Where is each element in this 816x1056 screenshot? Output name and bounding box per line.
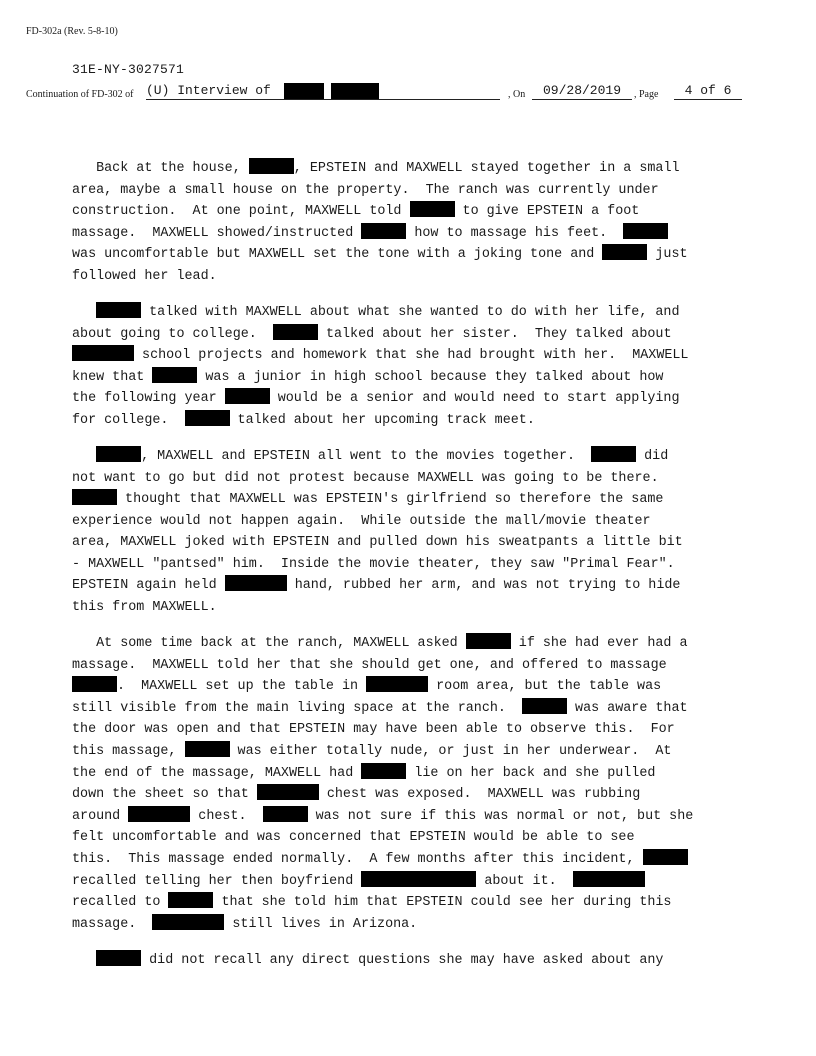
redaction-block	[225, 575, 287, 591]
text-line: - MAXWELL "pantsed" him. Inside the movie theater, they saw "Primal Fear".	[72, 556, 675, 572]
redaction-block	[361, 871, 476, 887]
text-line: area, MAXWELL joked with EPSTEIN and pulled down his sweatpants a little bit	[72, 535, 683, 551]
redaction-block	[591, 446, 636, 462]
redaction-block	[284, 83, 324, 99]
redaction-block	[72, 676, 117, 692]
text-line: area, maybe a small house on the property. The ranch was currently under	[72, 182, 659, 198]
text-line: recalled to that she told him that EPSTEIN could see her during this	[72, 892, 752, 914]
text-line: not want to go but did not protest because MAXWELL was going to be there.	[72, 470, 659, 486]
text-line: for college. talked about her upcoming track meet.	[72, 410, 752, 432]
redaction-block	[643, 849, 688, 865]
redaction-block	[573, 871, 645, 887]
redaction-block	[361, 223, 406, 239]
text-line: this massage, was either totally nude, or just in her underwear. At	[72, 741, 752, 763]
text-line: construction. At one point, MAXWELL told to give EPSTEIN a foot	[72, 201, 752, 223]
page-label: , Page	[634, 89, 659, 100]
redaction-block	[128, 806, 190, 822]
continuation-field	[146, 83, 500, 100]
paragraph	[72, 302, 752, 432]
text-line: recalled telling her then boyfriend about it.	[72, 871, 752, 893]
text-line: EPSTEIN again held hand, rubbed her arm, and was not trying to hide	[72, 575, 752, 597]
text-line: followed her lead.	[72, 268, 217, 284]
text-line: massage. still lives in Arizona.	[72, 914, 752, 936]
text-line: . MAXWELL set up the table in room area, but the table was	[72, 676, 752, 698]
text-line: around chest. was not sure if this was normal or not, but she	[72, 806, 752, 828]
redaction-block	[623, 223, 668, 239]
document-body	[72, 158, 752, 986]
redaction-block	[72, 489, 117, 505]
redaction-block	[466, 633, 511, 649]
redaction-block	[96, 302, 141, 318]
redaction-block	[185, 410, 230, 426]
text-line: down the sheet so that chest was exposed. MAXWELL was rubbing	[72, 784, 752, 806]
text-line: thought that MAXWELL was EPSTEIN's girlfriend so therefore the same	[72, 489, 752, 511]
text-line: At some time back at the ranch, MAXWELL asked if she had ever had a	[72, 633, 752, 655]
text-line: this. This massage ended normally. A few months after this incident,	[72, 849, 752, 871]
redaction-block	[410, 201, 455, 217]
text-line: still visible from the main living space at the ranch. was aware that	[72, 698, 752, 720]
redaction-block	[522, 698, 567, 714]
page-field: 4 of 6	[674, 83, 742, 100]
file-number: 31E-NY-3027571	[72, 62, 185, 77]
redaction-block	[72, 345, 134, 361]
continuation-header	[26, 83, 742, 103]
text-line: the end of the massage, MAXWELL had lie on her back and she pulled	[72, 763, 752, 785]
text-line: about going to college. talked about her sister. They talked about	[72, 324, 752, 346]
text-line: massage. MAXWELL showed/instructed how to massage his feet.	[72, 223, 752, 245]
redaction-block	[185, 741, 230, 757]
redaction-block	[361, 763, 406, 779]
redaction-block	[273, 324, 318, 340]
on-label: , On	[508, 89, 526, 100]
paragraph	[72, 446, 752, 619]
continuation-label: Continuation of FD-302 of	[26, 89, 134, 100]
redaction-block	[152, 914, 224, 930]
redaction-block	[249, 158, 294, 174]
text-line: did not recall any direct questions she may have asked about any	[72, 950, 752, 972]
redaction-block	[96, 950, 141, 966]
redaction-block	[152, 367, 197, 383]
redaction-block	[602, 244, 647, 260]
paragraph	[72, 950, 752, 972]
redaction-block	[168, 892, 213, 908]
date-field: 09/28/2019	[532, 83, 632, 100]
redaction-block	[263, 806, 308, 822]
text-line: knew that was a junior in high school because they talked about how	[72, 367, 752, 389]
text-line: the door was open and that EPSTEIN may have been able to observe this. For	[72, 722, 675, 738]
redaction-block	[225, 388, 270, 404]
text-line: talked with MAXWELL about what she wanted to do with her life, and	[72, 302, 752, 324]
text-line: massage. MAXWELL told her that she should get one, and offered to massage	[72, 657, 667, 673]
paragraph	[72, 633, 752, 935]
text-line: this from MAXWELL.	[72, 600, 217, 616]
redaction-block	[331, 83, 379, 99]
text-line: experience would not happen again. While outside the mall/movie theater	[72, 513, 651, 529]
text-line: Back at the house, , EPSTEIN and MAXWELL stayed together in a small	[72, 158, 752, 180]
redaction-block	[366, 676, 428, 692]
form-id: FD-302a (Rev. 5-8-10)	[26, 26, 118, 37]
text-line: , MAXWELL and EPSTEIN all went to the movies together. did	[72, 446, 752, 468]
continuation-value: (U) Interview of	[146, 83, 271, 98]
text-line: felt uncomfortable and was concerned that EPSTEIN would be able to see	[72, 830, 635, 846]
text-line: the following year would be a senior and would need to start applying	[72, 388, 752, 410]
paragraph	[72, 158, 752, 288]
text-line: school projects and homework that she had brought with her. MAXWELL	[72, 345, 752, 367]
redaction-block	[96, 446, 141, 462]
text-line: was uncomfortable but MAXWELL set the tone with a joking tone and just	[72, 244, 752, 266]
redaction-block	[257, 784, 319, 800]
